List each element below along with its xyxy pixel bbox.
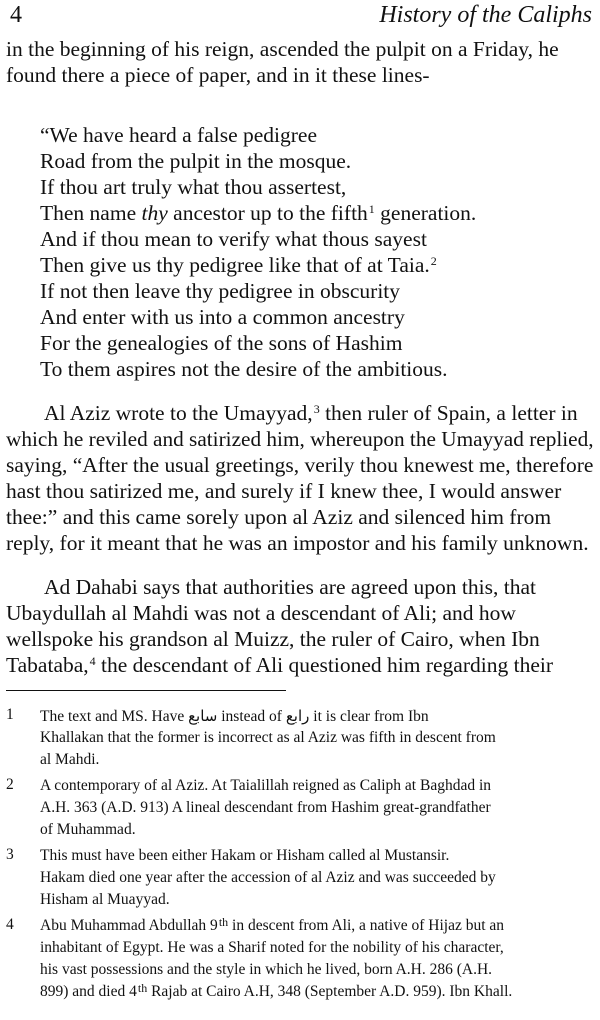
footnote-line: A.H. 363 (A.D. 913) A lineal descendant from Hashim great-grandfather bbox=[40, 799, 491, 816]
running-head: History of the Caliphs bbox=[379, 2, 592, 28]
footnote-number: 2 bbox=[6, 776, 14, 793]
footnote-number: 3 bbox=[6, 846, 14, 863]
paragraph-text: the descendant of Ali questioned him regarding their bbox=[95, 653, 554, 677]
poem-text: generation. bbox=[374, 201, 477, 225]
footnote-line bbox=[40, 982, 512, 1002]
footnote-line: of Muhammad. bbox=[40, 821, 136, 838]
poem-line: If thou art truly what thou assertest, bbox=[40, 175, 347, 199]
footnote-line: Hakam died one year after the accession of al Aziz and was succeeded by bbox=[40, 869, 496, 886]
paragraph-line bbox=[6, 652, 553, 678]
poem-line: If not then leave thy pedigree in obscurity bbox=[40, 279, 401, 303]
poem-line bbox=[40, 200, 476, 226]
intro-line: found there a piece of paper, and in it these lines- bbox=[6, 63, 430, 87]
poem-line: For the genealogies of the sons of Hashim bbox=[40, 331, 403, 355]
footnote-ref-1[interactable]: 1 bbox=[368, 202, 375, 216]
paragraph-line: saying, “After the usual greetings, verily thou knewest me, therefore bbox=[6, 453, 594, 477]
paragraph-line: thee:” and this came sorely upon al Aziz and silenced him from bbox=[6, 505, 552, 529]
arabic-word: سابع bbox=[188, 707, 218, 725]
footnote-line bbox=[40, 916, 504, 936]
footnote-fragment: The text and MS. Have bbox=[40, 708, 189, 725]
poem-text: ancestor up to the fifth bbox=[167, 201, 368, 225]
footnote-ref-3[interactable]: 3 bbox=[313, 402, 320, 416]
footnote-line: al Mahdi. bbox=[40, 751, 100, 768]
poem-line: And if thou mean to verify what thous sayest bbox=[40, 227, 427, 251]
poem-text: Then give us thy pedigree like that of at Taia. bbox=[40, 253, 430, 277]
footnote-line bbox=[40, 706, 429, 726]
footnote-ref-2[interactable]: 2 bbox=[430, 254, 437, 268]
footnote-fragment: Rajab at Cairo A.H, 348 (September A.D. 959). Ibn Khall. bbox=[147, 983, 513, 1000]
footnote-number: 1 bbox=[6, 706, 14, 723]
footnote-line: Khallakan that the former is incorrect as al Aziz was fifth in descent from bbox=[40, 729, 496, 746]
footnote-fragment: it is clear from Ibn bbox=[309, 708, 429, 725]
page-header bbox=[10, 2, 592, 32]
footnote-fragment: 899) and died 4 bbox=[40, 983, 137, 1000]
arabic-word: رابع bbox=[285, 707, 310, 725]
paragraph-line: reply, for it meant that he was an impostor and his family unknown. bbox=[6, 531, 589, 555]
ordinal-suffix: th bbox=[137, 981, 148, 995]
footnote-fragment: Abu Muhammad Abdullah 9 bbox=[40, 917, 218, 934]
footnote-ref-4[interactable]: 4 bbox=[89, 654, 96, 668]
footnote-line: This must have been either Hakam or Hisham called al Mustansir. bbox=[40, 847, 450, 864]
page-number: 4 bbox=[10, 2, 22, 28]
paragraph-line bbox=[44, 400, 578, 426]
poem-emphasis: thy bbox=[141, 201, 168, 225]
paragraph-line: wellspoke his grandson al Muizz, the ruler of Cairo, when Ibn bbox=[6, 627, 540, 651]
footnote-line: inhabitant of Egypt. He was a Sharif noted for the nobility of his character, bbox=[40, 939, 504, 956]
paragraph-line: Ubaydullah al Mahdi was not a descendant of Ali; and how bbox=[6, 601, 516, 625]
footnote-fragment: in descent from Ali, a native of Hijaz but an bbox=[228, 917, 505, 934]
paragraph-line: Ad Dahabi says that authorities are agreed upon this, that bbox=[44, 575, 536, 599]
poem-line: Road from the pulpit in the mosque. bbox=[40, 149, 352, 173]
paragraph-line: which he reviled and satirized him, whereupon the Umayyad replied, bbox=[6, 427, 594, 451]
footnote-fragment: instead of bbox=[217, 708, 286, 725]
paragraph-text: then ruler of Spain, a letter in bbox=[319, 401, 578, 425]
footnote-divider bbox=[6, 690, 286, 691]
footnote-line: his vast possessions and the style in which he lived, born A.H. 286 (A.H. bbox=[40, 961, 493, 978]
footnote-line: A contemporary of al Aziz. At Taialillah reigned as Caliph at Baghdad in bbox=[40, 777, 492, 794]
intro-line: in the beginning of his reign, ascended the pulpit on a Friday, he bbox=[6, 37, 559, 61]
ordinal-suffix: th bbox=[218, 915, 229, 929]
poem-line bbox=[40, 252, 437, 278]
footnote-line: Hisham al Muayyad. bbox=[40, 891, 170, 908]
paragraph-text: Al Aziz wrote to the Umayyad, bbox=[44, 401, 313, 425]
poem-text: Then name bbox=[40, 201, 142, 225]
paragraph-line: hast thou satirized me, and surely if I knew thee, I would answer bbox=[6, 479, 562, 503]
paragraph-text: Tabataba, bbox=[6, 653, 89, 677]
poem-line: To them aspires not the desire of the ambitious. bbox=[40, 357, 448, 381]
footnote-number: 4 bbox=[6, 916, 14, 933]
poem-line: “We have heard a false pedigree bbox=[40, 123, 318, 147]
poem-line: And enter with us into a common ancestry bbox=[40, 305, 405, 329]
